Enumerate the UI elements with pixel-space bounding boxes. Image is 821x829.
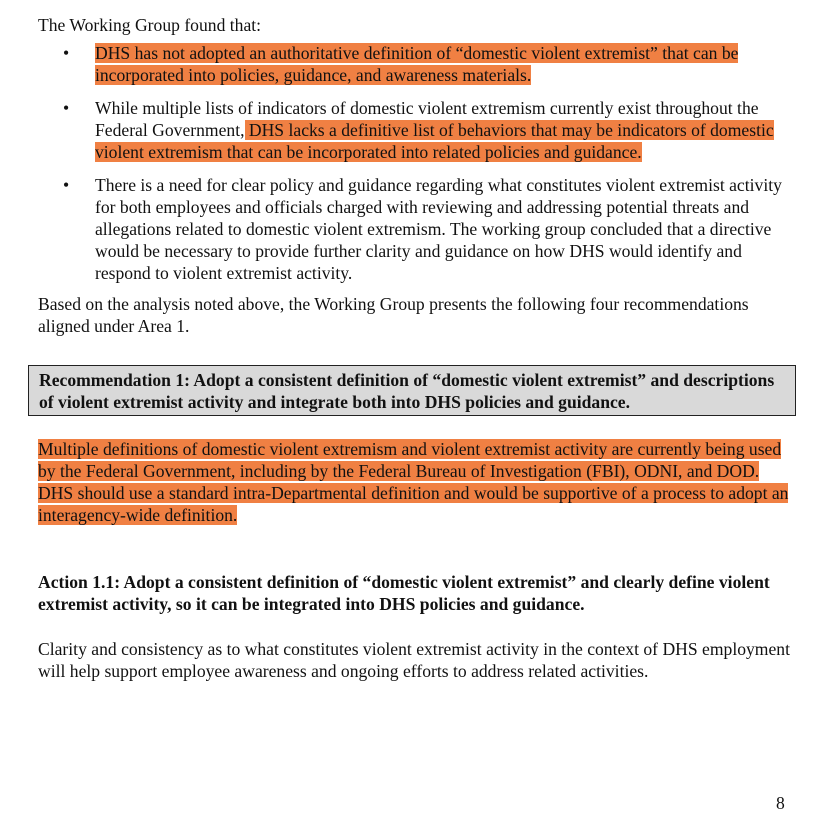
finding-highlight: DHS has not adopted an authoritative definition of “domestic violent extremist” that can be incorporated into policies, guidance, and awareness materials. [95, 43, 739, 85]
bullet-icon: • [63, 175, 70, 195]
document-page [38, 14, 798, 682]
finding-highlight: DHS lacks a definitive list of behaviors that may be indicators of domestic violent extremism that can be incorporated into related policies and guidance. [95, 120, 774, 162]
bullet-icon: • [63, 43, 70, 63]
recommendation-heading: Recommendation 1: Adopt a consistent definition of “domestic violent extremist” and descriptions of violent extremist activity and integrate both into DHS policies and guidance. [39, 370, 775, 412]
intro-text: The Working Group found that: [38, 15, 262, 35]
recommendation-description [38, 438, 798, 526]
findings-list [38, 42, 798, 284]
bullet-icon: • [63, 98, 70, 118]
recommendation-box [28, 365, 796, 416]
page-number: 8 [776, 793, 785, 813]
recommendation-description-highlight: Multiple definitions of domestic violent extremism and violent extremist activity are currently being used by the Federal Government, including by the Federal Bureau of Investigation (FBI), ODNI, and DOD. DHS should use a standard intra-Departmental definition and would be supportive of a process to adopt an interagency-wide definition. [38, 439, 789, 525]
finding-text: While multiple lists of indicators of domestic violent extremism currently exist throughout the Federal Government, [95, 98, 759, 140]
finding-item [38, 174, 798, 284]
finding-item [38, 42, 798, 86]
finding-text: There is a need for clear policy and guidance regarding what constitutes violent extremist activity for both employees and officials charged with reviewing and addressing potential threats and allegations related to domestic violent extremism. The working group concluded that a directive would be necessary to provide further clarity and guidance on how DHS would identify and respond to violent extremist activity. [95, 175, 782, 283]
action-heading: Action 1.1: Adopt a consistent definition of “domestic violent extremist” and clearly define violent extremist activity, so it can be integrated into DHS policies and guidance. [38, 572, 770, 614]
finding-item [38, 97, 798, 163]
analysis-text: Based on the analysis noted above, the Working Group presents the following four recommendations aligned under Area 1. [38, 294, 749, 336]
closing-paragraph: Clarity and consistency as to what constitutes violent extremist activity in the context of DHS employment will help support employee awareness and ongoing efforts to address related activities. [38, 639, 790, 681]
